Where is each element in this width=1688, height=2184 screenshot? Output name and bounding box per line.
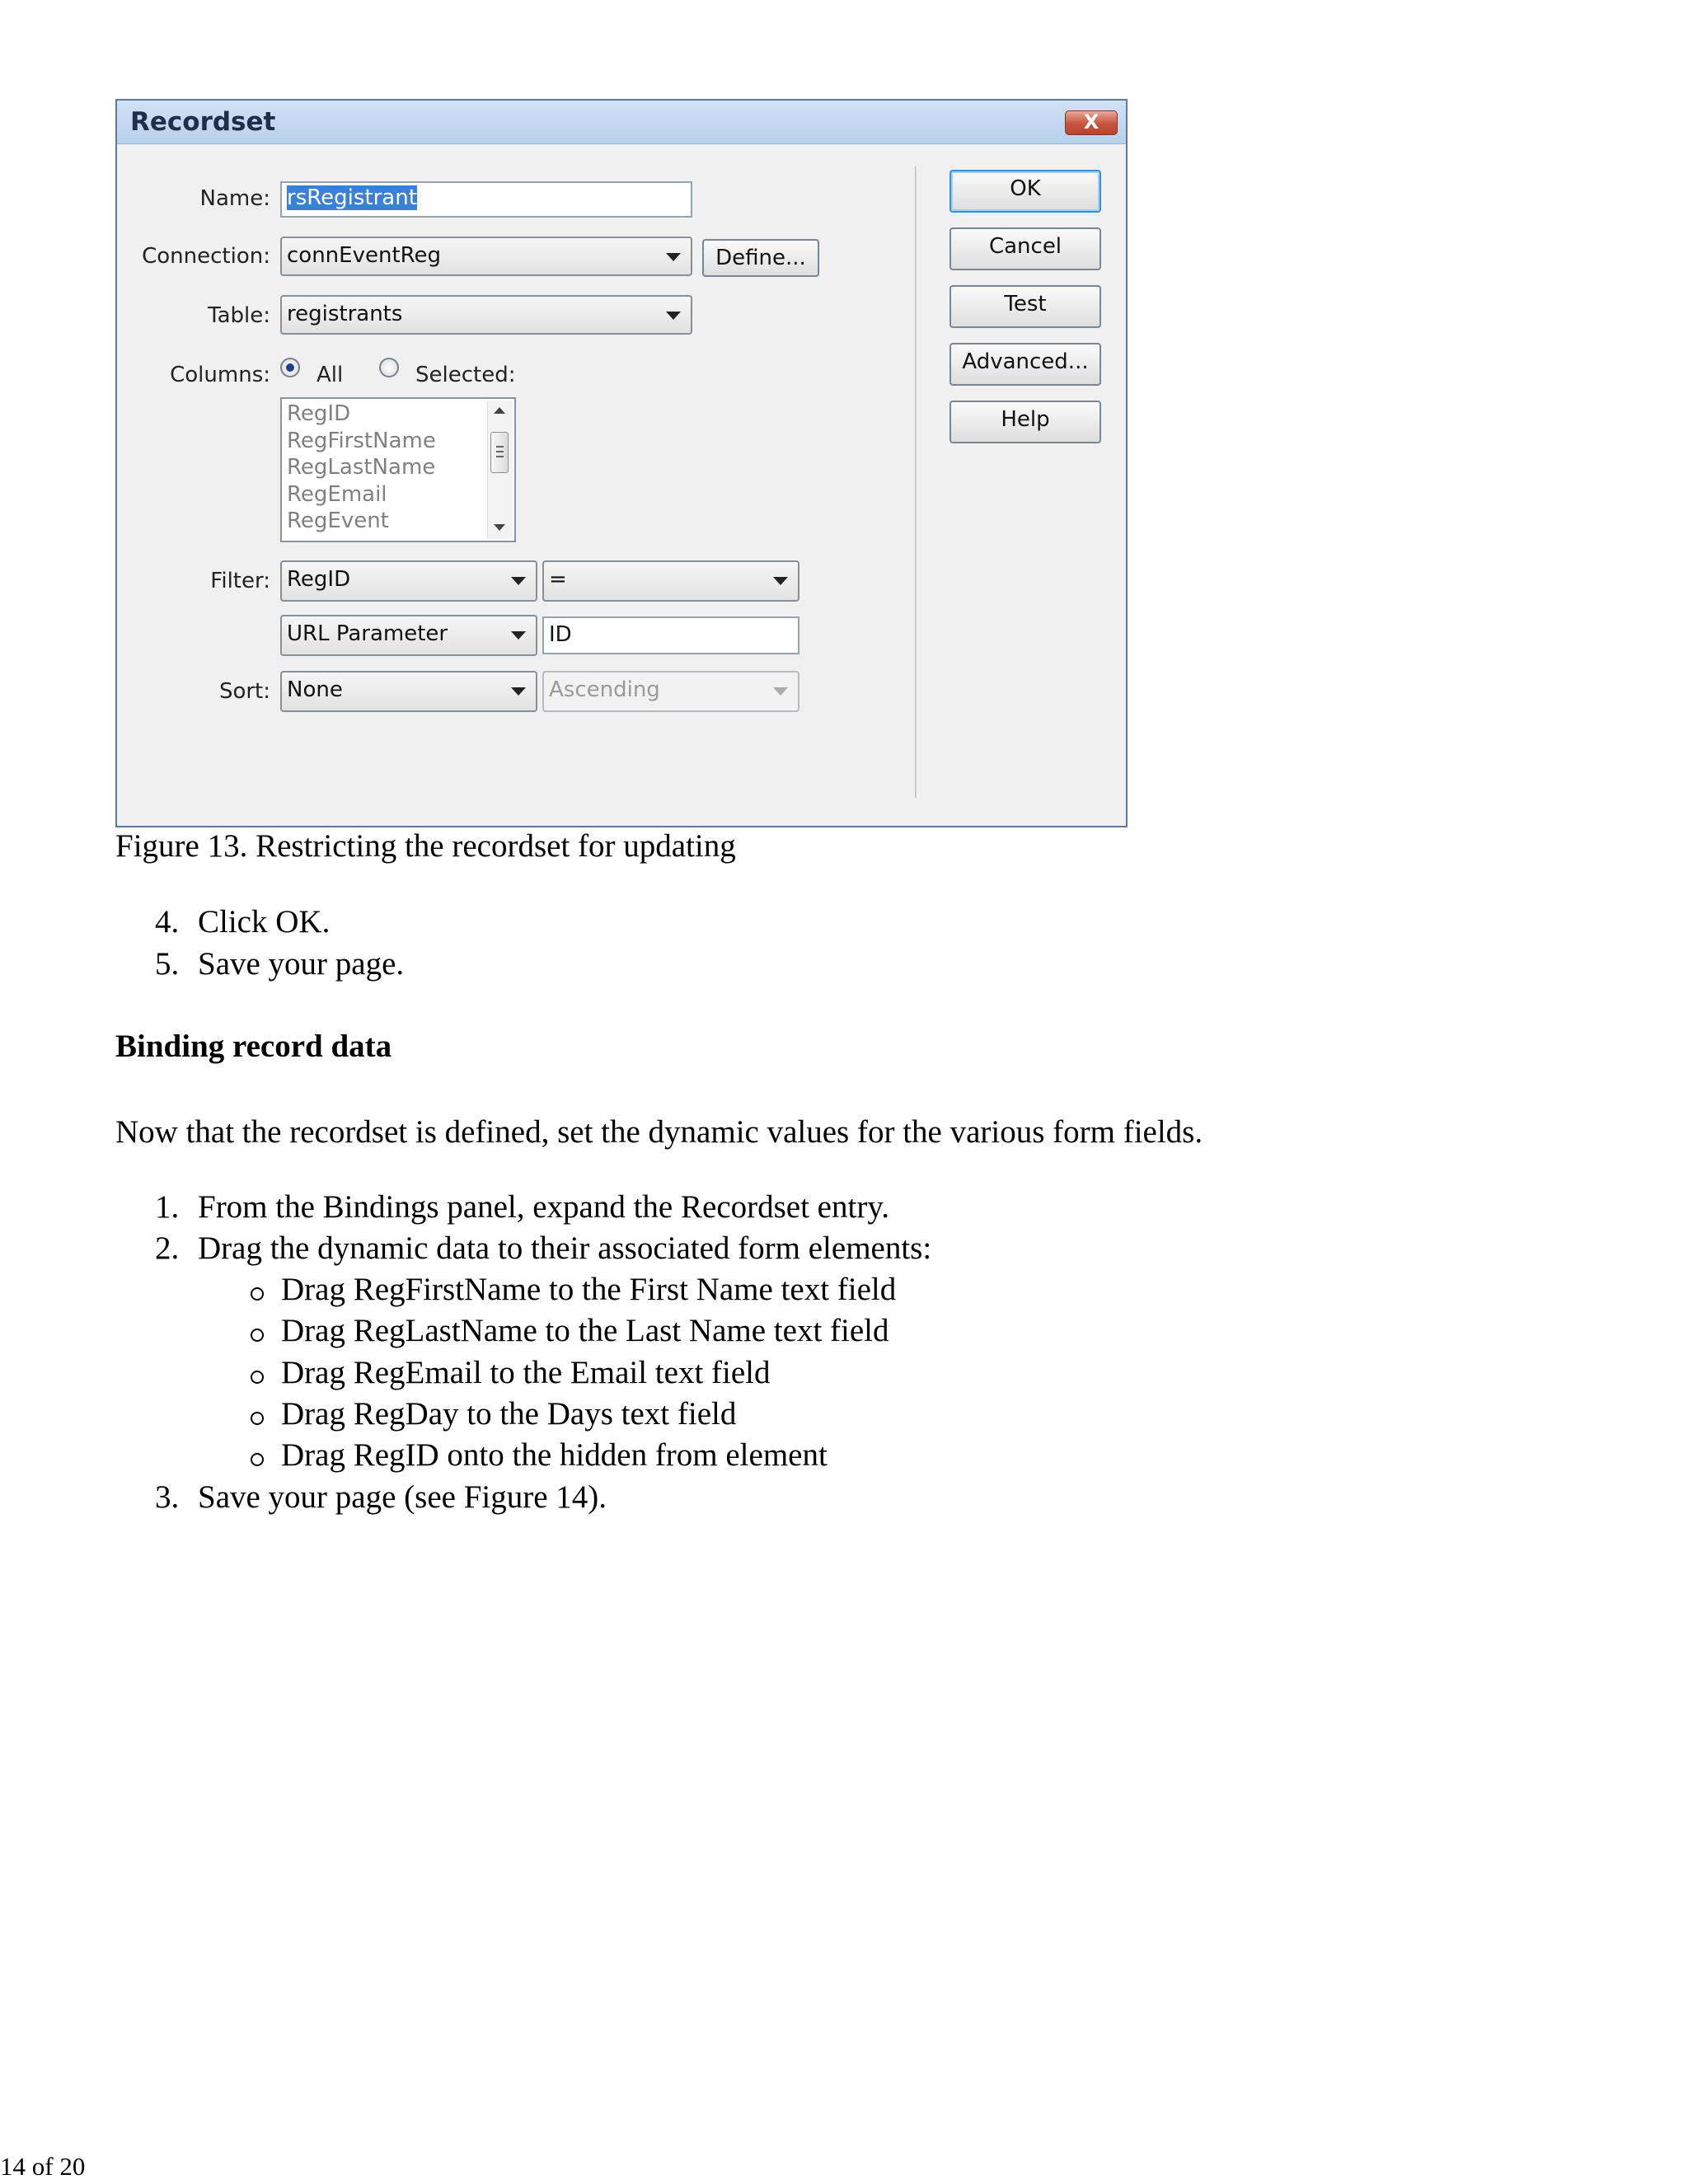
grip-line — [496, 446, 504, 448]
circle-bullet-icon — [251, 1329, 264, 1342]
filter-value: ID — [549, 622, 572, 647]
circle-bullet-icon — [251, 1453, 264, 1466]
list-item: RegID — [287, 401, 351, 426]
page-number: 14 of 20 — [0, 2152, 86, 2181]
scroll-down-icon[interactable] — [494, 524, 505, 531]
step-text: Save your page. — [198, 946, 405, 982]
chevron-down-icon — [773, 577, 788, 585]
scroll-thumb[interactable] — [490, 432, 509, 473]
chevron-down-icon — [511, 577, 526, 585]
test-button-label: Test — [1004, 292, 1047, 316]
step-text: Click OK. — [198, 904, 331, 940]
advanced-button[interactable] — [950, 343, 1101, 386]
help-button[interactable] — [950, 401, 1101, 443]
sort-order-select[interactable] — [542, 671, 799, 712]
cancel-button-label: Cancel — [988, 234, 1062, 259]
grip-line — [496, 451, 504, 452]
step-text: From the Bindings panel, expand the Recordset entry. — [198, 1189, 890, 1225]
list-item: RegEvent — [287, 509, 389, 533]
recordset-dialog — [115, 99, 1128, 827]
section-heading: Binding record data — [115, 1029, 392, 1064]
close-button[interactable] — [1065, 110, 1118, 135]
circle-bullet-icon — [251, 1371, 264, 1384]
figure-caption: Figure 13. Restricting the recordset for updating — [115, 828, 736, 864]
advanced-button-label: Advanced... — [962, 349, 1089, 374]
columns-listbox[interactable] — [280, 397, 516, 542]
sort-label: Sort: — [218, 679, 270, 704]
intro-paragraph: Now that the recordset is defined, set the dynamic values for the various form fields. — [115, 1114, 1203, 1150]
name-input-value: rsRegistrant — [287, 185, 417, 210]
circle-bullet-icon — [251, 1287, 264, 1301]
filter-source-select[interactable] — [280, 615, 537, 656]
cancel-button[interactable] — [950, 227, 1101, 270]
connection-select[interactable] — [280, 237, 692, 276]
define-button[interactable] — [702, 239, 819, 277]
chevron-down-icon — [773, 687, 788, 696]
step-text: Drag the dynamic data to their associated form elements: — [198, 1230, 932, 1266]
define-button-label: Define... — [715, 246, 806, 270]
chevron-down-icon — [666, 312, 681, 320]
close-icon: X — [1083, 110, 1100, 134]
sort-column-value: None — [287, 677, 343, 702]
dialog-titlebar — [117, 101, 1126, 144]
filter-source-value: URL Parameter — [287, 621, 448, 646]
listbox-scrollbar[interactable] — [487, 401, 513, 539]
circle-bullet-icon — [251, 1412, 264, 1425]
chevron-down-icon — [511, 631, 526, 640]
table-select-value: registrants — [287, 302, 403, 326]
step-number: 3. — [155, 1479, 180, 1515]
filter-column-value: RegID — [287, 567, 351, 592]
filter-value-input[interactable] — [542, 616, 799, 654]
test-button[interactable] — [950, 285, 1101, 328]
table-label: Table: — [208, 303, 270, 328]
dialog-title: Recordset — [130, 107, 276, 137]
list-item: RegEmail — [287, 481, 387, 507]
connection-select-value: connEventReg — [287, 243, 442, 268]
sub-step-text: Drag RegEmail to the Email text field — [281, 1355, 771, 1390]
grip-line — [496, 456, 504, 457]
help-button-label: Help — [1001, 407, 1050, 432]
radio-selected-dot — [286, 363, 294, 372]
step-number: 5. — [155, 946, 180, 982]
chevron-down-icon — [666, 253, 681, 261]
columns-list — [287, 401, 436, 535]
sort-order-value: Ascending — [549, 677, 660, 702]
divider — [915, 166, 917, 798]
step-number: 4. — [155, 904, 180, 940]
filter-column-select[interactable] — [280, 560, 537, 602]
name-label: Name: — [199, 186, 270, 211]
filter-label: Filter: — [210, 569, 270, 593]
connection-label: Connection: — [142, 244, 270, 269]
step-number: 1. — [155, 1189, 180, 1225]
columns-selected-radio[interactable] — [379, 358, 399, 377]
name-input[interactable] — [280, 181, 692, 218]
columns-label: Columns: — [170, 363, 270, 387]
sub-step-text: Drag RegFirstName to the First Name text field — [281, 1272, 897, 1307]
columns-all-label: All — [316, 363, 344, 387]
chevron-down-icon — [511, 687, 526, 696]
sub-step-text: Drag RegID onto the hidden from element — [281, 1437, 828, 1473]
sub-step-text: Drag RegDay to the Days text field — [281, 1396, 737, 1432]
filter-operator-value: = — [549, 567, 567, 592]
step-number: 2. — [155, 1230, 180, 1266]
sort-column-select[interactable] — [280, 671, 537, 712]
filter-operator-select[interactable] — [542, 560, 799, 602]
scroll-up-icon[interactable] — [494, 407, 505, 414]
table-select[interactable] — [280, 295, 692, 335]
list-item: RegFirstName — [287, 428, 436, 453]
columns-selected-label: Selected: — [415, 363, 516, 387]
list-item: RegLastName — [287, 455, 436, 480]
ok-button-label: OK — [1010, 176, 1041, 201]
ok-button[interactable] — [950, 170, 1101, 213]
columns-all-radio[interactable] — [280, 358, 300, 377]
step-text: Save your page (see Figure 14). — [198, 1479, 607, 1515]
sub-step-text: Drag RegLastName to the Last Name text field — [281, 1313, 889, 1348]
